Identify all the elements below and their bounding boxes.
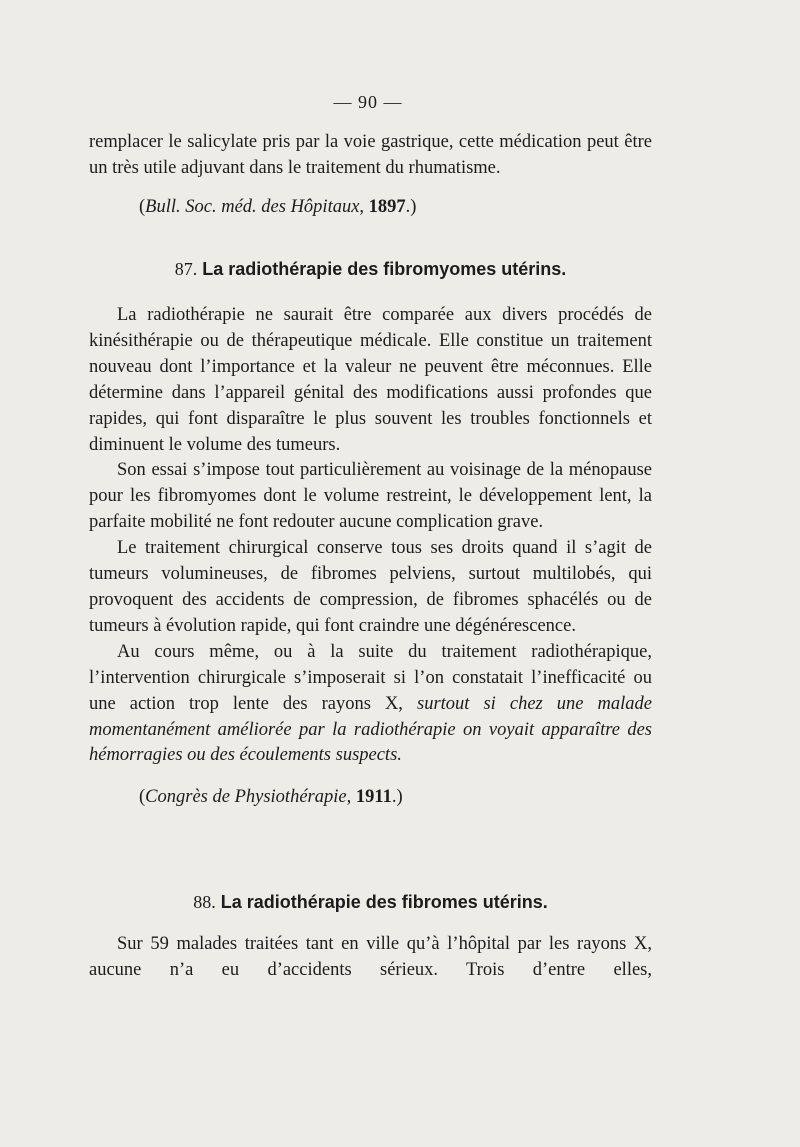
section-88-title: La radiothérapie des fibromes utérins. <box>220 892 548 912</box>
section-87-paragraph-4-plain: Au cours même, ou à la suite du traitement radiothérapique, l’intervention chirurgicale s’imposerait si l’on constatait l’inefficacité ou une action trop lente des rayons X, <box>89 641 652 714</box>
section-88-title-row <box>89 889 652 915</box>
section-87-paragraph-4-italic: surtout si chez une malade momentanément améliorée par la radiothérapie on voyait apparaître des hémorragies ou des écoulements suspects. <box>89 693 653 766</box>
intro-paragraph: remplacer le salicylate pris par la voie gastrique, cette médication peut être un très utile adjuvant dans le traitement du rhumatisme. <box>89 132 652 178</box>
section-87-paragraph-1: La radiothérapie ne saurait être comparée aux divers procédés de kinésithérapie ou de thérapeutique médicale. Elle constitue un traitement nouveau dont l’importance et la valeur ne peuvent être méconnues. Elle détermine dans l’appareil génital des modifications aussi profondes que rapides, qui font disparaître le plus souvent les troubles fonctionnels et diminuent le volume des tumeurs. <box>89 305 652 455</box>
section-87-number: 87. <box>174 259 198 279</box>
section-88-paragraph: Sur 59 malades traitées tant en ville qu’à l’hôpital par les rayons X, aucune n’a eu d’accidents sérieux. Trois d’entre elles, <box>89 934 652 980</box>
section-88-number: 88. <box>193 892 216 912</box>
intro-block <box>89 130 652 221</box>
section-87-title: La radiothérapie des fibromyomes utérins. <box>202 259 567 279</box>
section-87-paragraph-4 <box>89 640 652 770</box>
section-87-title-row <box>89 256 652 282</box>
section-87-paragraph-2: Son essai s’impose tout particulièrement au voisinage de la ménopause pour les fibromyomes dont le volume restreint, le développement lent, la parfaite mobilité ne font redouter aucune complication grave. <box>89 460 652 533</box>
section-87-heading <box>89 256 652 282</box>
intro-citation: (Bull. Soc. méd. des Hôpitaux, 1897.) <box>139 196 417 217</box>
section-87-citation-source: Congrès de Physiothérapie <box>145 787 347 808</box>
section-87-paragraph-3: Le traitement chirurgical conserve tous ses droits quand il s’agit de tumeurs volumineuses, de fibromes pelviens, surtout multilobés, qui provoquent des accidents de compression, de fibromes sphacélés ou de tumeurs à évolution rapide, qui font craindre une dégénérescence. <box>89 538 652 636</box>
section-88-body <box>89 932 652 984</box>
intro-citation-year: 1897 <box>368 196 406 217</box>
page-number: — 90 — <box>333 92 403 112</box>
section-87-citation-year: 1911 <box>355 787 392 808</box>
section-88-heading <box>89 889 652 915</box>
intro-citation-source: Bull. Soc. méd. des Hôpitaux <box>145 196 360 217</box>
section-87-body <box>89 303 652 811</box>
section-87-citation: (Congrès de Physiothérapie, 1911.) <box>139 787 403 808</box>
